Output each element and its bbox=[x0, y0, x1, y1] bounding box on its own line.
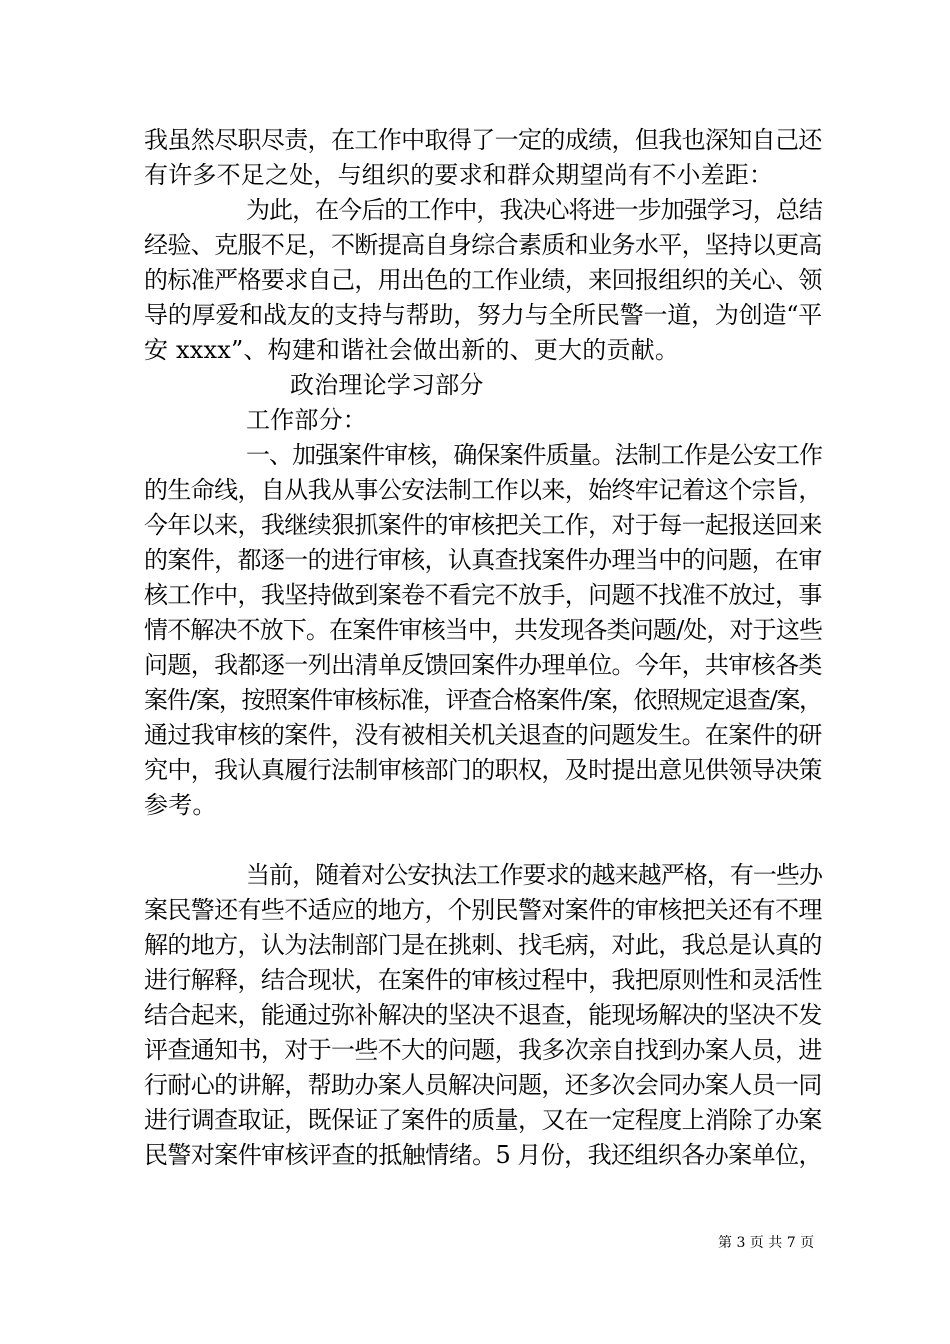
body-text-line: 的标准严格要求自己，用出色的工作业绩，来回报组织的关心、领 bbox=[144, 266, 822, 294]
page-number-footer: 第 3 页 共 7 页 bbox=[718, 1235, 815, 1251]
body-text-line: 案民警还有些不适应的地方，个别民警对案件的审核把关还有不理 bbox=[144, 896, 822, 924]
body-text-line: 的生命线，自从我从事公安法制工作以来，始终牢记着这个宗旨， bbox=[144, 476, 822, 504]
body-text-line: 的案件，都逐一的进行审核，认真查找案件办理当中的问题，在审 bbox=[144, 546, 822, 574]
body-text-line: 进行解释，结合现状，在案件的审核过程中，我把原则性和灵活性 bbox=[144, 966, 822, 994]
body-text-line: 经验、克服不足，不断提高自身综合素质和业务水平，坚持以更高 bbox=[144, 231, 822, 259]
body-text-line: 案件/案，按照案件审核标准，评查合格案件/案，依照规定退查/案， bbox=[144, 686, 822, 714]
body-text-line: 究中，我认真履行法制审核部门的职权，及时提出意见供领导决策 bbox=[144, 756, 822, 784]
body-text-line: 为此，在今后的工作中，我决心将进一步加强学习，总结 bbox=[246, 196, 822, 224]
body-text-line: 安 xxxx”、构建和谐社会做出新的、更大的贡献。 bbox=[144, 336, 680, 364]
body-text-line: 当前，随着对公安执法工作要求的越来越严格，有一些办 bbox=[246, 861, 822, 889]
body-text-line: 解的地方，认为法制部门是在挑刺、找毛病，对此，我总是认真的 bbox=[144, 931, 822, 959]
body-text-line: 评查通知书，对于一些不大的问题，我多次亲自找到办案人员，进 bbox=[144, 1036, 822, 1064]
body-text-line: 民警对案件审核评查的抵触情绪。5 月份，我还组织各办案单位， bbox=[144, 1141, 822, 1169]
body-text-line: 进行调查取证，既保证了案件的质量，又在一定程度上消除了办案 bbox=[144, 1106, 822, 1134]
body-text-line: 情不解决不放下。在案件审核当中，共发现各类问题/处，对于这些 bbox=[144, 616, 823, 644]
body-text-line: 核工作中，我坚持做到案卷不看完不放手，问题不找准不放过，事 bbox=[144, 581, 822, 609]
body-text-line: 通过我审核的案件，没有被相关机关退查的问题发生。在案件的研 bbox=[144, 721, 822, 749]
body-text-line: 参考。 bbox=[144, 791, 217, 819]
body-text-line: 有许多不足之处，与组织的要求和群众期望尚有不小差距： bbox=[144, 161, 774, 189]
body-text-line: 我虽然尽职尽责，在工作中取得了一定的成绩，但我也深知自己还 bbox=[144, 126, 822, 154]
section-heading: 政治理论学习部分 bbox=[290, 371, 484, 399]
section-heading: 工作部分： bbox=[246, 406, 367, 434]
body-text-line: 结合起来，能通过弥补解决的坚决不退查，能现场解决的坚决不发 bbox=[144, 1001, 822, 1029]
body-text-line: 一、加强案件审核，确保案件质量。法制工作是公安工作 bbox=[246, 441, 822, 469]
body-text-line: 导的厚爱和战友的支持与帮助，努力与全所民警一道，为创造“平 bbox=[144, 301, 823, 329]
body-text-line: 问题，我都逐一列出清单反馈回案件办理单位。今年，共审核各类 bbox=[144, 651, 822, 679]
body-text-line: 今年以来，我继续狠抓案件的审核把关工作，对于每一起报送回来 bbox=[144, 511, 822, 539]
body-text-line: 行耐心的讲解，帮助办案人员解决问题，还多次会同办案人员一同 bbox=[144, 1071, 822, 1099]
